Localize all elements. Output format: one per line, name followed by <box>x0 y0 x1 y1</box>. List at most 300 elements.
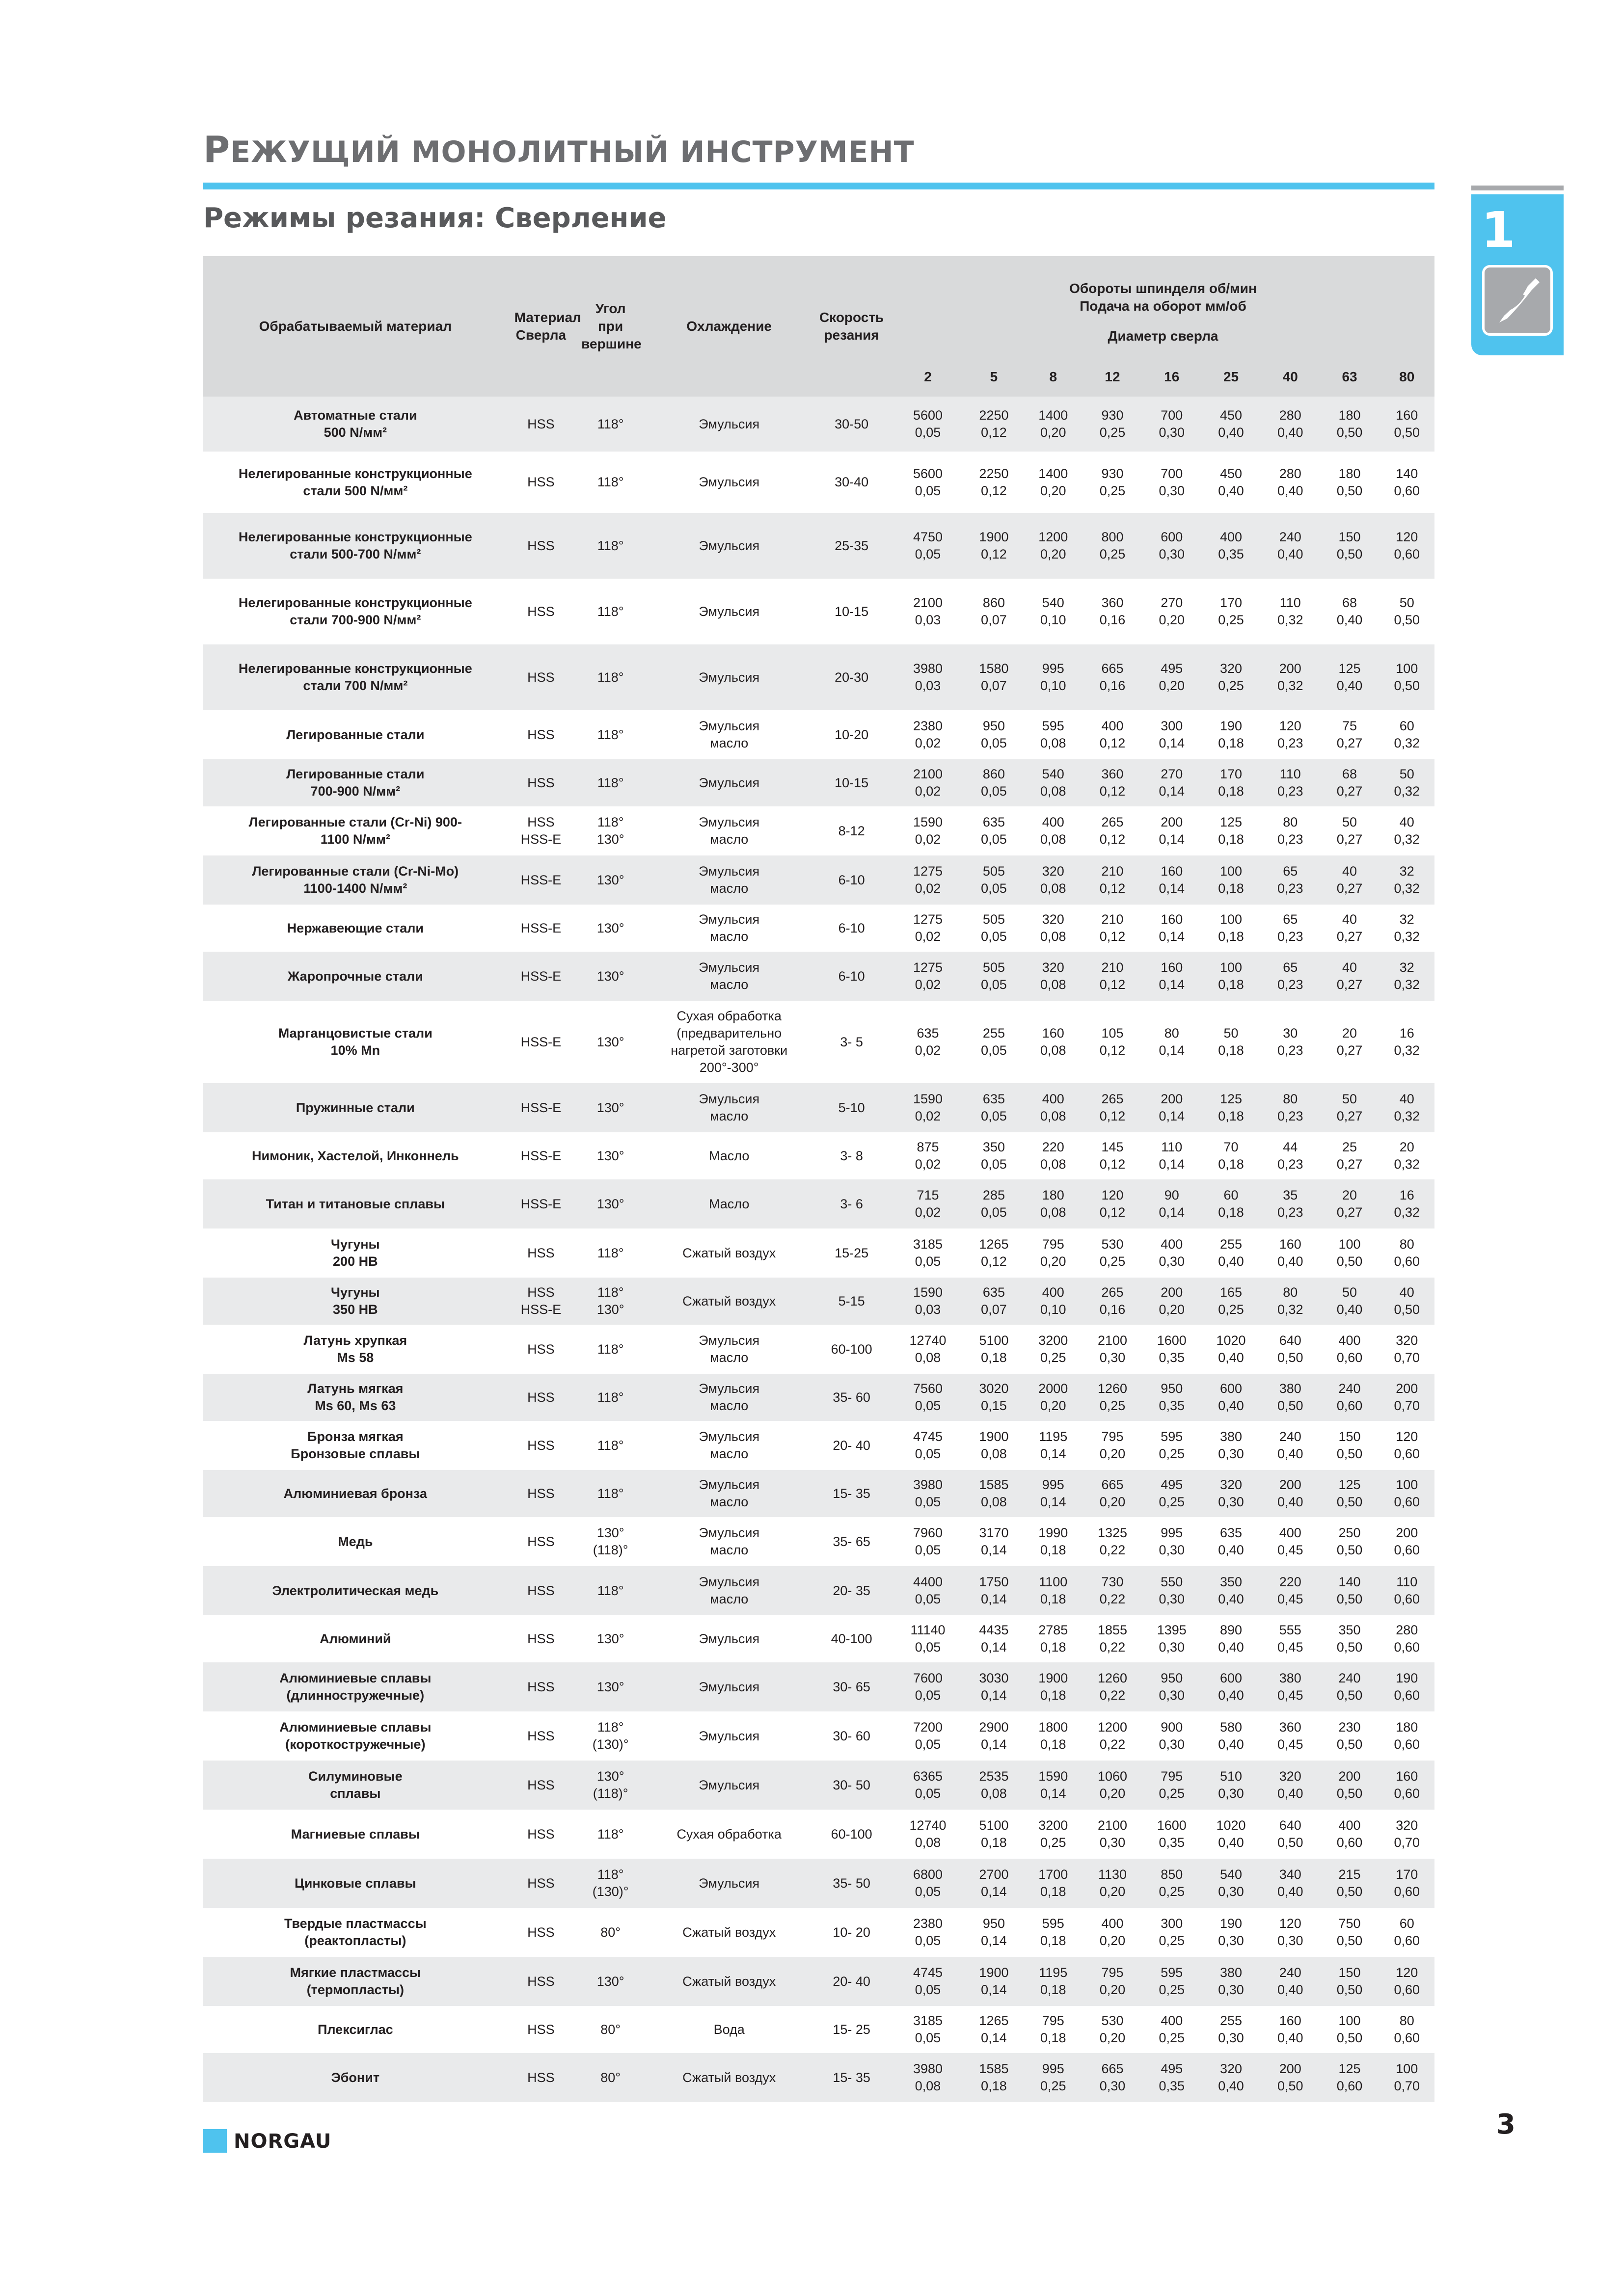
rpm-value: 380 <box>1279 1381 1301 1396</box>
rpm-value: 170 <box>1219 595 1243 610</box>
cooling-cell-line: Эмульсия <box>699 1875 760 1891</box>
rpm-value: 635 <box>982 815 1005 829</box>
rpm-value: 1800 <box>1038 1720 1068 1735</box>
rpm-feed-cell <box>1024 1711 1083 1761</box>
cooling-cell-line: Эмульсия <box>699 719 760 733</box>
point-angle-cell <box>574 1374 647 1421</box>
drill-material-cell <box>508 644 575 710</box>
rpm-feed-cell <box>1083 1957 1142 2006</box>
feed-value: 0,05 <box>915 2030 941 2045</box>
rpm-feed-cell <box>964 710 1024 759</box>
feed-value: 0,23 <box>1277 881 1303 896</box>
material-cell-line: 700-900 N/мм² <box>310 784 401 799</box>
material-cell-line: Силуминовые <box>308 1769 403 1784</box>
feed-value: 0,12 <box>981 1254 1007 1269</box>
rpm-value: 320 <box>1219 1477 1243 1492</box>
feed-value: 0,60 <box>1394 1640 1420 1655</box>
rpm-value: 50 <box>1342 815 1357 829</box>
material-cell-line: Нелегированные конструкционные <box>238 466 472 481</box>
rpm-value: 1600 <box>1157 1333 1187 1348</box>
drill-material-cell-line: HSS <box>527 1389 555 1405</box>
feed-value: 0,05 <box>915 1446 941 1461</box>
rpm-value: 160 <box>1161 960 1183 975</box>
rpm-feed-cell <box>1320 905 1380 952</box>
feed-value: 0,40 <box>1336 678 1363 693</box>
rpm-value: 40 <box>1399 815 1414 829</box>
cooling-cell <box>647 1859 812 1908</box>
rpm-value: 16 <box>1399 1188 1414 1202</box>
rpm-feed-cell <box>892 1132 964 1179</box>
rpm-feed-cell <box>1142 1615 1201 1662</box>
drill-material-cell-line: HSS <box>527 1826 555 1842</box>
rpm-feed-cell <box>1320 644 1380 710</box>
point-angle-cell <box>574 1566 647 1615</box>
feed-value: 0,08 <box>981 1446 1007 1461</box>
cooling-cell-line: масло <box>710 1543 749 1557</box>
cutting-speed-cell: 6-10 <box>812 952 892 1001</box>
rpm-value: 165 <box>1219 1285 1243 1300</box>
point-angle-cell-line: (118)° <box>593 1543 628 1557</box>
rpm-value: 200 <box>1279 661 1301 676</box>
point-angle-cell <box>574 644 647 710</box>
rpm-feed-cell <box>1261 579 1320 644</box>
feed-value: 0,50 <box>1336 1982 1363 1997</box>
rpm-value: 635 <box>1219 1525 1243 1540</box>
feed-value: 0,30 <box>1277 1933 1303 1948</box>
rpm-value: 1130 <box>1098 1867 1127 1882</box>
rpm-value: 380 <box>1219 1429 1243 1444</box>
header-diameter-value: 8 <box>1024 357 1083 397</box>
point-angle-cell <box>574 2006 647 2053</box>
rpm-feed-cell <box>892 1228 964 1278</box>
rpm-value: 2900 <box>979 1720 1009 1735</box>
rpm-value: 68 <box>1342 767 1357 781</box>
rpm-value: 850 <box>1161 1867 1183 1882</box>
rpm-feed-cell <box>1379 1278 1434 1325</box>
table-row <box>203 1859 1434 1908</box>
feed-value: 0,23 <box>1277 977 1303 992</box>
material-cell-line: Нелегированные конструкционные <box>238 530 472 544</box>
rpm-value: 4435 <box>979 1623 1009 1637</box>
point-angle-cell-line: 130° <box>596 920 624 935</box>
chapter-tab <box>1471 186 1564 355</box>
feed-value: 0,50 <box>1336 1933 1363 1948</box>
feed-value: 0,05 <box>981 832 1007 847</box>
feed-value: 0,05 <box>915 1254 941 1269</box>
rpm-feed-cell <box>1261 1810 1320 1859</box>
rpm-feed-cell <box>1083 1859 1142 1908</box>
cooling-cell <box>647 1810 812 1859</box>
rpm-feed-cell <box>1083 1662 1142 1711</box>
point-angle-cell <box>574 513 647 579</box>
rpm-feed-cell <box>1261 1001 1320 1083</box>
point-angle-cell <box>574 1083 647 1132</box>
feed-value: 0,05 <box>915 1592 941 1606</box>
rpm-feed-cell <box>1024 759 1083 806</box>
rpm-value: 320 <box>1042 864 1064 879</box>
point-angle-cell-line: 118° <box>597 1583 624 1598</box>
rpm-feed-cell <box>892 1421 964 1470</box>
feed-value: 0,20 <box>1099 1884 1126 1899</box>
rpm-value: 110 <box>1396 1575 1418 1589</box>
drill-material-cell <box>508 1566 575 1615</box>
rpm-value: 3200 <box>1038 1818 1068 1833</box>
rpm-feed-cell <box>964 1615 1024 1662</box>
rpm-value: 505 <box>982 912 1005 927</box>
drill-material-cell <box>508 579 575 644</box>
point-angle-cell-line: 118° <box>597 1389 624 1405</box>
rpm-value: 2100 <box>913 595 943 610</box>
rpm-feed-cell <box>1379 1859 1434 1908</box>
rpm-value: 380 <box>1279 1671 1301 1685</box>
feed-value: 0,25 <box>1218 613 1244 627</box>
feed-value: 0,40 <box>1277 483 1303 498</box>
feed-value: 0,25 <box>1099 1254 1126 1269</box>
drill-material-cell <box>508 1859 575 1908</box>
rpm-feed-cell <box>1024 2053 1083 2102</box>
rpm-feed-cell <box>1261 1278 1320 1325</box>
rpm-value: 7960 <box>913 1525 943 1540</box>
feed-value: 0,30 <box>1099 2079 1126 2093</box>
material-cell-line: Чугуны <box>331 1237 380 1252</box>
section-title-initial: Р <box>203 129 231 171</box>
rpm-feed-cell <box>1261 1566 1320 1615</box>
point-angle-cell-line: 130° <box>596 1631 624 1646</box>
material-cell <box>203 1615 508 1662</box>
feed-value: 0,32 <box>1394 1043 1420 1058</box>
rpm-value: 595 <box>1161 1965 1183 1980</box>
rpm-value: 400 <box>1101 719 1124 733</box>
cutting-speed-cell: 35- 50 <box>812 1859 892 1908</box>
rpm-value: 200 <box>1279 2061 1301 2076</box>
feed-value: 0,60 <box>1394 1786 1420 1801</box>
feed-value: 0,50 <box>1336 483 1363 498</box>
feed-value: 0,30 <box>1159 1640 1185 1655</box>
rpm-value: 2700 <box>979 1867 1009 1882</box>
material-cell-line: Легированные стали (Cr-Ni) 900- <box>248 815 462 829</box>
rpm-value: 240 <box>1338 1381 1361 1396</box>
feed-value: 0,18 <box>1040 1884 1066 1899</box>
point-angle-cell <box>574 905 647 952</box>
cooling-cell-line: масло <box>710 736 749 750</box>
header-diameter-value: 16 <box>1142 357 1201 397</box>
feed-value: 0,20 <box>1099 1933 1126 1948</box>
drill-icon-graphic <box>1485 267 1550 333</box>
rpm-value: 950 <box>982 719 1005 733</box>
rpm-value: 180 <box>1338 466 1361 481</box>
feed-value: 0,02 <box>915 1109 941 1123</box>
feed-value: 0,32 <box>1277 1302 1303 1317</box>
cutting-speed-cell: 10-15 <box>812 759 892 806</box>
rpm-value: 40 <box>1342 912 1357 927</box>
rpm-value: 1395 <box>1157 1623 1187 1637</box>
feed-value: 0,18 <box>1218 929 1244 944</box>
rpm-feed-cell <box>1379 644 1434 710</box>
feed-value: 0,05 <box>981 1157 1007 1172</box>
feed-value: 0,10 <box>1040 1302 1066 1317</box>
rpm-feed-cell <box>964 1761 1024 1810</box>
rpm-feed-cell <box>1142 1132 1201 1179</box>
material-cell <box>203 1132 508 1179</box>
cooling-cell <box>647 1228 812 1278</box>
drill-material-cell <box>508 1908 575 1957</box>
feed-value: 0,32 <box>1394 1109 1420 1123</box>
rpm-value: 400 <box>1042 1285 1064 1300</box>
cooling-cell-line: масло <box>710 881 749 896</box>
rpm-feed-cell <box>1261 1615 1320 1662</box>
cutting-speed-cell: 3- 8 <box>812 1132 892 1179</box>
rpm-value: 1275 <box>913 864 943 879</box>
rpm-value: 1750 <box>979 1575 1009 1589</box>
rpm-feed-cell <box>964 1083 1024 1132</box>
cooling-cell <box>647 1566 812 1615</box>
rpm-feed-cell <box>1320 1761 1380 1810</box>
rpm-feed-cell <box>1379 579 1434 644</box>
table-row <box>203 905 1434 952</box>
cooling-cell-line: масло <box>710 929 749 944</box>
rpm-feed-cell <box>892 644 964 710</box>
drill-material-cell-line: HSS <box>527 1974 555 1989</box>
feed-value: 0,08 <box>1040 1157 1066 1172</box>
rpm-feed-cell <box>964 905 1024 952</box>
feed-value: 0,25 <box>1099 547 1126 561</box>
cooling-cell-line: Эмульсия <box>699 475 760 489</box>
rpm-value: 90 <box>1164 1188 1179 1202</box>
rpm-feed-cell <box>1083 1711 1142 1761</box>
material-cell-line: стали 500-700 N/мм² <box>290 547 421 561</box>
rpm-value: 65 <box>1283 912 1298 927</box>
rpm-value: 11140 <box>910 1623 946 1637</box>
cooling-cell-line: Эмульсия <box>699 1092 760 1106</box>
drill-material-cell <box>508 952 575 1001</box>
feed-value: 0,27 <box>1336 1043 1363 1058</box>
feed-value: 0,40 <box>1218 483 1244 498</box>
rpm-value: 1020 <box>1216 1818 1246 1833</box>
rpm-feed-cell <box>1024 1662 1083 1711</box>
feed-value: 0,50 <box>1394 1302 1420 1317</box>
cooling-cell <box>647 806 812 855</box>
feed-value: 0,10 <box>1040 613 1066 627</box>
rpm-feed-cell <box>1024 1421 1083 1470</box>
feed-value: 0,16 <box>1099 1302 1126 1317</box>
drill-material-cell-line: HSS <box>527 669 555 685</box>
rpm-value: 600 <box>1219 1671 1243 1685</box>
rpm-feed-cell <box>1379 1325 1434 1374</box>
rpm-value: 100 <box>1396 1477 1418 1492</box>
rpm-value: 120 <box>1396 1429 1418 1444</box>
cutting-speed-cell: 30-40 <box>812 452 892 513</box>
rpm-value: 32 <box>1399 912 1414 927</box>
cooling-cell-line: Эмульсия <box>699 1728 760 1743</box>
rpm-value: 270 <box>1161 767 1183 781</box>
rpm-feed-cell <box>1379 513 1434 579</box>
point-angle-cell <box>574 1957 647 2006</box>
rpm-value: 540 <box>1042 595 1064 610</box>
rpm-value: 255 <box>982 1026 1005 1041</box>
feed-value: 0,45 <box>1277 1737 1303 1752</box>
point-angle-cell <box>574 1421 647 1470</box>
table-row <box>203 579 1434 644</box>
rpm-value: 950 <box>1161 1381 1183 1396</box>
rpm-value: 795 <box>1101 1965 1124 1980</box>
rpm-feed-cell <box>964 397 1024 452</box>
material-cell <box>203 806 508 855</box>
rpm-value: 1585 <box>979 2061 1009 2076</box>
rpm-value: 200 <box>1396 1381 1418 1396</box>
cooling-cell-line: масло <box>710 1398 749 1413</box>
material-cell-line: Чугуны <box>331 1285 380 1300</box>
rpm-feed-cell <box>964 1859 1024 1908</box>
feed-value: 0,50 <box>1394 613 1420 627</box>
feed-value: 0,20 <box>1040 547 1066 561</box>
feed-value: 0,12 <box>1099 881 1126 896</box>
feed-value: 0,14 <box>1159 784 1185 799</box>
feed-value: 0,32 <box>1394 832 1420 847</box>
rpm-feed-cell <box>892 2006 964 2053</box>
rpm-value: 16 <box>1399 1026 1414 1041</box>
feed-value: 0,60 <box>1336 1398 1363 1413</box>
rpm-feed-cell <box>964 759 1024 806</box>
rpm-feed-cell <box>1142 452 1201 513</box>
rpm-feed-cell <box>1083 710 1142 759</box>
point-angle-cell <box>574 1662 647 1711</box>
cutting-speed-cell: 5-15 <box>812 1278 892 1325</box>
drill-material-cell-line: HSS <box>527 1924 555 1940</box>
cutting-speed-cell: 40-100 <box>812 1615 892 1662</box>
feed-value: 0,20 <box>1040 1254 1066 1269</box>
header-diameter-value: 80 <box>1379 357 1434 397</box>
point-angle-cell-line: 130° <box>596 1034 624 1049</box>
feed-value: 0,60 <box>1394 1933 1420 1948</box>
feed-value: 0,50 <box>1394 425 1420 440</box>
rpm-feed-cell <box>1320 1228 1380 1278</box>
rpm-value: 68 <box>1342 595 1357 610</box>
feed-value: 0,40 <box>1277 547 1303 561</box>
drill-material-cell-line: HSS <box>527 1486 555 1501</box>
feed-value: 0,40 <box>1277 1254 1303 1269</box>
rpm-value: 7600 <box>913 1671 943 1685</box>
header-diameter-value: 12 <box>1083 357 1142 397</box>
material-cell <box>203 644 508 710</box>
rpm-feed-cell <box>964 513 1024 579</box>
brand-logo-square <box>203 2129 227 2153</box>
cooling-cell <box>647 1083 812 1132</box>
feed-value: 0,12 <box>1099 832 1126 847</box>
rpm-feed-cell <box>1379 1228 1434 1278</box>
rpm-feed-cell <box>1261 905 1320 952</box>
rpm-value: 210 <box>1101 864 1124 879</box>
rpm-value: 190 <box>1219 719 1243 733</box>
rpm-feed-cell <box>1201 952 1261 1001</box>
feed-value: 0,30 <box>1159 1543 1185 1557</box>
point-angle-cell <box>574 1179 647 1228</box>
rpm-feed-cell <box>892 855 964 905</box>
point-angle-cell-line: (118)° <box>593 1786 628 1801</box>
rpm-feed-cell <box>1024 1957 1083 2006</box>
material-cell-line: Бронзовые сплавы <box>291 1446 420 1461</box>
rpm-value: 160 <box>1161 912 1183 927</box>
point-angle-cell-line: (130)° <box>592 1884 629 1899</box>
rpm-feed-cell <box>1379 452 1434 513</box>
rpm-feed-cell <box>1024 2006 1083 2053</box>
material-cell-line: стали 700 N/мм² <box>303 678 408 693</box>
material-cell-line: Эбонит <box>331 2070 380 2085</box>
feed-value: 0,02 <box>915 1157 941 1172</box>
feed-value: 0,50 <box>1336 1786 1363 1801</box>
rpm-feed-cell <box>892 710 964 759</box>
drill-material-cell-line: HSS <box>527 475 555 489</box>
rpm-value: 40 <box>1342 864 1357 879</box>
drill-material-cell-line: HSS <box>527 1341 555 1357</box>
feed-value: 0,05 <box>915 1884 941 1899</box>
rpm-value: 50 <box>1223 1026 1239 1041</box>
table-row <box>203 1517 1434 1566</box>
feed-value: 0,23 <box>1277 1109 1303 1123</box>
cooling-cell-line: Сжатый воздух <box>682 1974 776 1989</box>
feed-value: 0,30 <box>1159 1737 1185 1752</box>
rpm-value: 20 <box>1342 1188 1357 1202</box>
rpm-feed-cell <box>1379 759 1434 806</box>
rpm-value: 635 <box>982 1092 1005 1106</box>
material-cell-line: Ms 58 <box>337 1350 374 1365</box>
point-angle-cell <box>574 1615 647 1662</box>
rpm-feed-cell <box>892 397 964 452</box>
rpm-value: 180 <box>1042 1188 1064 1202</box>
rpm-value: 100 <box>1219 912 1243 927</box>
drill-material-cell <box>508 2006 575 2053</box>
cooling-cell-line: Эмульсия <box>699 1477 760 1492</box>
drill-material-cell-line: HSS <box>527 1875 555 1891</box>
point-angle-cell-line: 118° <box>597 1438 624 1453</box>
rpm-value: 150 <box>1338 1429 1361 1444</box>
drill-material-cell <box>508 1615 575 1662</box>
rpm-feed-cell <box>1379 1083 1434 1132</box>
point-angle-cell-line: 118° <box>597 1486 624 1501</box>
rpm-value: 540 <box>1042 767 1064 781</box>
rpm-feed-cell <box>892 1325 964 1374</box>
feed-value: 0,60 <box>1336 2079 1363 2093</box>
rpm-feed-cell <box>1320 759 1380 806</box>
feed-value: 0,50 <box>1336 2030 1363 2045</box>
rpm-feed-cell <box>1379 1615 1434 1662</box>
feed-value: 0,05 <box>981 881 1007 896</box>
cooling-cell-line: Эмульсия <box>699 538 760 553</box>
drill-material-cell-line: HSS <box>527 1631 555 1646</box>
feed-value: 0,14 <box>1159 1157 1185 1172</box>
rpm-value: 640 <box>1279 1818 1301 1833</box>
cutting-speed-cell: 15- 35 <box>812 2053 892 2102</box>
cooling-cell <box>647 2006 812 2053</box>
rpm-value: 360 <box>1279 1720 1301 1735</box>
cooling-cell-line: Сжатый воздух <box>682 2070 776 2085</box>
cooling-cell <box>647 1711 812 1761</box>
rpm-value: 320 <box>1042 912 1064 927</box>
feed-value: 0,35 <box>1218 547 1244 561</box>
table-row <box>203 759 1434 806</box>
rpm-value: 320 <box>1279 1769 1301 1784</box>
cooling-cell <box>647 452 812 513</box>
feed-value: 0,50 <box>1277 1398 1303 1413</box>
feed-value: 0,20 <box>1040 425 1066 440</box>
rpm-feed-cell <box>1201 513 1261 579</box>
rpm-feed-cell <box>1142 579 1201 644</box>
point-angle-cell <box>574 1325 647 1374</box>
feed-value: 0,20 <box>1099 1982 1126 1997</box>
feed-value: 0,50 <box>1394 678 1420 693</box>
rpm-feed-cell <box>1379 952 1434 1001</box>
feed-value: 0,05 <box>915 1543 941 1557</box>
rpm-value: 200 <box>1396 1525 1418 1540</box>
